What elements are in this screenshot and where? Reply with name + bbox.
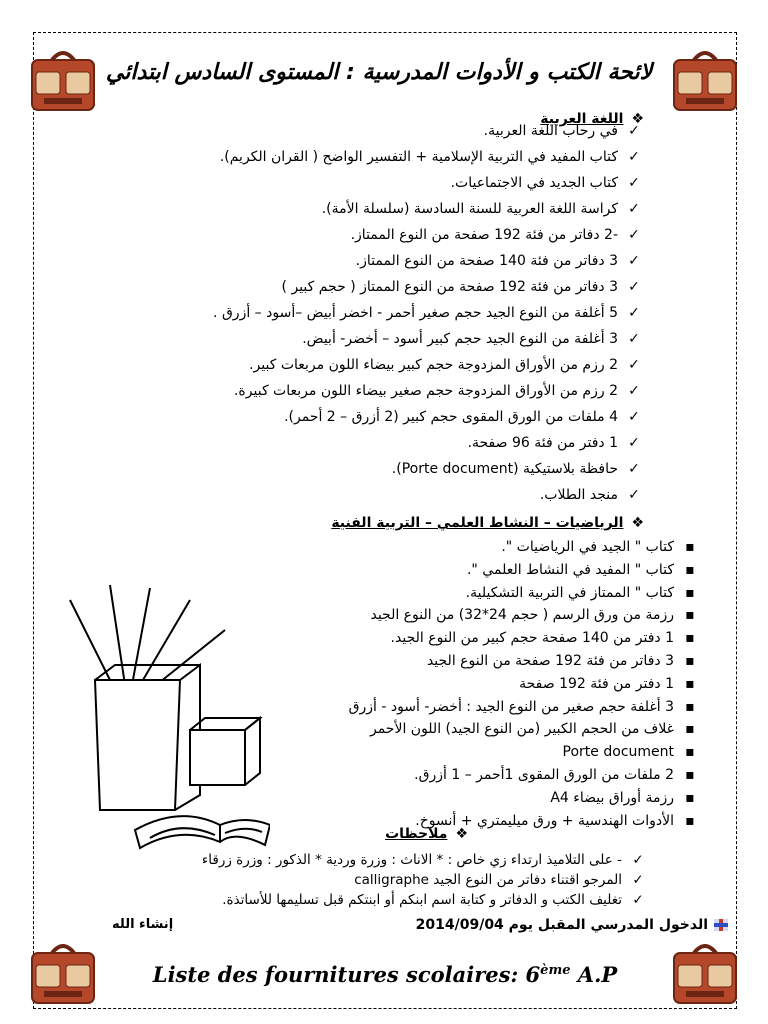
- list-item: [213, 378, 644, 404]
- french-title-main: Liste des fournitures scolaires: 6: [152, 962, 541, 987]
- list-item-text: حافظة بلاستيكية (Porte document).: [391, 461, 618, 477]
- square-bullet-icon: ▪: [685, 812, 695, 829]
- list-item: [202, 890, 648, 910]
- checkmark-icon: ✓: [628, 279, 640, 295]
- square-bullet-icon: ▪: [685, 789, 695, 806]
- section-heading-text: ملاحظات: [385, 826, 448, 842]
- square-bullet-icon: ▪: [685, 561, 695, 578]
- list-item: [349, 741, 700, 764]
- checkmark-icon: ✓: [628, 461, 640, 477]
- list-item: [202, 850, 648, 870]
- list-item: [349, 627, 700, 650]
- list-item-text: 2 ملفات من الورق المقوى 1أحمر – 1 أزرق.: [414, 766, 674, 783]
- checkmark-icon: ✓: [632, 872, 644, 888]
- list-item-text: 3 دفاتر من فئة 140 صفحة من النوع الممتاز.: [355, 253, 618, 269]
- list-item: [349, 559, 700, 582]
- notes-list: [202, 850, 648, 910]
- diamond-bullet-icon: ❖: [631, 515, 644, 531]
- list-item-text: 4 ملفات من الورق المقوى حجم كبير (2 أزرق – 2 أحمر).: [284, 409, 618, 425]
- checkmark-icon: ✓: [628, 305, 640, 321]
- list-item: [213, 118, 644, 144]
- section-heading-notes: [385, 826, 468, 842]
- list-item: [202, 870, 648, 890]
- list-item: [213, 300, 644, 326]
- list-item: [213, 196, 644, 222]
- list-item: [349, 536, 700, 559]
- list-item-text: - على التلاميذ ارتداء زي خاص : * الاناث : وزرة وردية * الذكور : وزرة زرقاء: [201, 852, 622, 868]
- list-item: [213, 274, 644, 300]
- list-item-text: 3 أغلفة من النوع الجيد حجم كبير أسود – أخضر- أبيض.: [302, 331, 618, 347]
- math-supplies-list: [349, 536, 700, 832]
- square-bullet-icon: ▪: [685, 630, 695, 647]
- list-item: [213, 222, 644, 248]
- list-item-text: 5 أغلفة من النوع الجيد حجم صغير أحمر - اخضر أبيض –أسود – أزرق .: [213, 305, 618, 321]
- square-bullet-icon: ▪: [685, 652, 695, 669]
- french-title-suffix: A.P: [570, 962, 618, 987]
- square-bullet-icon: ▪: [685, 698, 695, 715]
- signoff-text: إنشاء الله: [112, 917, 174, 932]
- list-item-text: كتاب " الممتاز في التربية التشكيلية.: [465, 584, 674, 601]
- list-item: [349, 604, 700, 627]
- list-item-text: المرجو اقتناء دفاتر من النوع الجيد calligraphe: [354, 872, 622, 888]
- checkmark-icon: ✓: [628, 487, 640, 503]
- checkmark-icon: ✓: [632, 852, 644, 868]
- section-heading-text: اللغة العربية: [540, 111, 624, 127]
- list-item-text: الأدوات الهندسية + ورق ميليمتري + أنسوخ.: [415, 812, 674, 829]
- list-item: [213, 326, 644, 352]
- list-item-text: 3 أغلفة حجم صغير من النوع الجيد : أخضر- أسود - أزرق: [348, 698, 674, 715]
- list-item: [213, 456, 644, 482]
- square-bullet-icon: ▪: [685, 539, 695, 555]
- square-bullet-icon: ▪: [685, 744, 695, 761]
- checkmark-icon: ✓: [628, 409, 640, 425]
- list-item-text: كتاب المفيد في التربية الإسلامية + التفسير الواضح ( القران الكريم).: [219, 149, 618, 165]
- square-bullet-icon: ▪: [685, 721, 695, 738]
- page-title: لائحة الكتب و الأدوات المدرسية : المستوى السادس ابتدائي: [105, 60, 653, 85]
- list-item-text: في رحاب اللغة العربية.: [483, 123, 618, 139]
- checkmark-icon: ✓: [628, 201, 640, 217]
- schoolbag-icon: [664, 935, 746, 1009]
- checkmark-icon: ✓: [628, 383, 640, 399]
- checkmark-icon: ✓: [628, 331, 640, 347]
- list-item-text: 2 رزم من الأوراق المزدوجة حجم صغير بيضاء اللون مربعات كبيرة.: [233, 383, 618, 399]
- section-heading-math: [331, 515, 644, 531]
- list-item-text: 3 دفاتر من فئة 192 صفحة من النوع الجيد: [426, 652, 674, 669]
- school-entry-date: [416, 917, 728, 933]
- section-heading-text: الرياضيات – النشاط العلمي – التربية الفنية: [331, 515, 624, 531]
- list-item: [213, 352, 644, 378]
- checkmark-icon: ✓: [632, 892, 644, 908]
- list-item: [213, 430, 644, 456]
- checkmark-icon: ✓: [628, 435, 640, 451]
- checkmark-icon: ✓: [628, 175, 640, 191]
- list-item: [213, 404, 644, 430]
- list-item-text: كراسة اللغة العربية للسنة السادسة (سلسلة الأمة).: [321, 201, 618, 217]
- list-item: [349, 696, 700, 719]
- list-item-text: كتاب " الجيد في الرياضيات ".: [501, 539, 674, 555]
- list-item: [349, 582, 700, 605]
- diamond-bullet-icon: ❖: [631, 111, 644, 127]
- square-bullet-icon: ▪: [685, 766, 695, 783]
- french-title-sup: ème: [540, 963, 571, 978]
- list-item: [213, 482, 644, 508]
- list-item-text: 1 دفتر من فئة 96 صفحة.: [467, 435, 618, 451]
- list-item-text: كتاب الجديد في الاجتماعيات.: [450, 175, 618, 191]
- list-item: [349, 673, 700, 696]
- list-item: [349, 718, 700, 741]
- list-item: [213, 170, 644, 196]
- arabic-supplies-list: [213, 118, 644, 508]
- square-bullet-icon: ▪: [685, 607, 695, 624]
- diamond-bullet-icon: ❖: [455, 826, 468, 842]
- french-title: [140, 962, 630, 987]
- square-bullet-icon: ▪: [685, 675, 695, 692]
- stationery-illustration: [40, 580, 270, 850]
- list-item-text: رزمة أوراق بيضاء A4: [550, 789, 674, 806]
- list-item-text: 1 دفتر من 140 صفحة حجم كبير من النوع الجيد.: [390, 630, 674, 647]
- list-item: [213, 248, 644, 274]
- flag-icon: [714, 919, 728, 931]
- list-item-text: -2 دفاتر من فئة 192 صفحة من النوع الممتاز.: [350, 227, 618, 243]
- checkmark-icon: ✓: [628, 253, 640, 269]
- list-item: [349, 650, 700, 673]
- checkmark-icon: ✓: [628, 149, 640, 165]
- list-item-text: منجد الطلاب.: [539, 487, 618, 503]
- list-item: [349, 787, 700, 810]
- list-item-text: كتاب " المفيد في النشاط العلمي ".: [466, 561, 674, 578]
- checkmark-icon: ✓: [628, 357, 640, 373]
- list-item-text: 3 دفاتر من فئة 192 صفحة من النوع الممتاز ( حجم كبير ): [281, 279, 618, 295]
- list-item: [213, 144, 644, 170]
- list-item-text: 2 رزم من الأوراق المزدوجة حجم كبير بيضاء اللون مربعات كبير.: [249, 357, 618, 373]
- list-item: [349, 764, 700, 787]
- list-item-text: تغليف الكتب و الدفاتر و كتابة اسم ابنكم أو ابنتكم قبل تسليمها للأساتذة.: [222, 892, 622, 908]
- square-bullet-icon: ▪: [685, 584, 695, 601]
- list-item-text: Porte document: [562, 744, 674, 761]
- school-entry-text: الدخول المدرسي المقبل يوم 2014/09/04: [415, 917, 708, 933]
- checkmark-icon: ✓: [628, 227, 640, 243]
- list-item-text: رزمة من ورق الرسم ( حجم 24*32) من النوع الجيد: [370, 607, 674, 624]
- list-item-text: غلاف من الحجم الكبير (من النوع الجيد) اللون الأحمر: [369, 721, 674, 738]
- schoolbag-icon: [22, 935, 104, 1009]
- checkmark-icon: ✓: [628, 123, 640, 139]
- list-item-text: 1 دفتر من فئة 192 صفحة: [519, 675, 674, 692]
